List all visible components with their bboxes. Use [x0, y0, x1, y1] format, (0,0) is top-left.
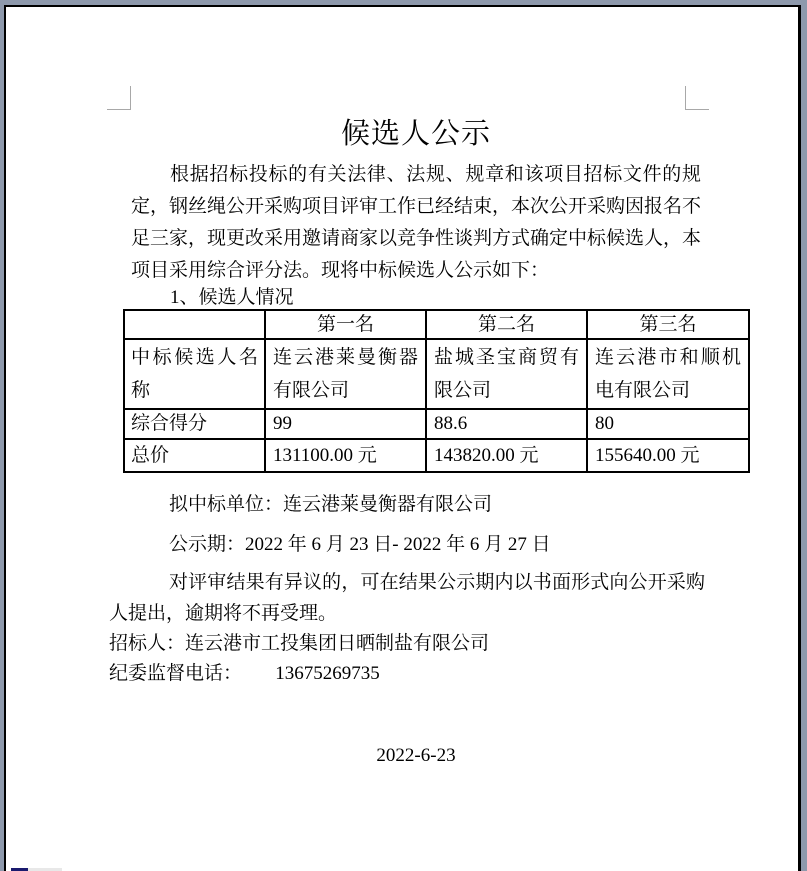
section-heading-candidates: 1、候选人情况: [170, 287, 294, 308]
table-cell: 143820.00 元: [426, 439, 587, 472]
objection-notice-paragraph: 对评审结果有异议的，可在结果公示期内以书面形式向公开采购人提出，逾期将不再受理。: [109, 572, 705, 624]
table-header-row: [124, 310, 749, 339]
row-label-cell: 总价: [124, 439, 265, 472]
margin-crop-mark-top-left: [107, 86, 131, 110]
table-cell: 连云港莱曼衡器有限公司: [265, 339, 426, 409]
table-cell: 131100.00 元: [265, 439, 426, 472]
supervision-phone-line: 纪委监督电话： 13675269735: [109, 663, 380, 684]
table-cell: 99: [265, 409, 426, 439]
table-corner-cell: [124, 310, 265, 339]
table-cell: 155640.00 元: [587, 439, 749, 472]
document-page[interactable]: [4, 5, 801, 871]
table-cell: 盐城圣宝商贸有限公司: [426, 339, 587, 409]
intro-paragraph: 根据招标投标的有关法律、法规、规章和该项目招标文件的规定，钢丝绳公开采购项目评审工作已经结束，本次公开采购因报名不足三家，现更改采用邀请商家以竞争性谈判方式确定中标候选人，本项目采用综合评分法。现将中标候选人公示如下：: [131, 164, 702, 281]
table-cell: 80: [587, 409, 749, 439]
table-row: [124, 439, 749, 472]
row-label-cell: 中标候选人名称: [124, 339, 265, 409]
table-row: [124, 409, 749, 439]
proposed-winner-line: 拟中标单位：连云港莱曼衡器有限公司: [169, 494, 493, 515]
candidates-table: [123, 309, 750, 473]
table-cell: 连云港市和顺机电有限公司: [587, 339, 749, 409]
table-cell: 88.6: [426, 409, 587, 439]
row-label-cell: 综合得分: [124, 409, 265, 439]
publicity-period-line: 公示期：2022 年 6 月 23 日- 2022 年 6 月 27 日: [169, 534, 551, 555]
table-header-cell: 第二名: [426, 310, 587, 339]
document-date: 2022-6-23: [376, 745, 456, 766]
document-title: 候选人公示: [340, 118, 491, 150]
table-header-cell: 第三名: [587, 310, 749, 339]
table-row: [124, 339, 749, 409]
tenderer-line: 招标人：连云港市工投集团日晒制盐有限公司: [109, 633, 490, 654]
table-header-cell: 第一名: [265, 310, 426, 339]
document-body: [109, 107, 741, 769]
